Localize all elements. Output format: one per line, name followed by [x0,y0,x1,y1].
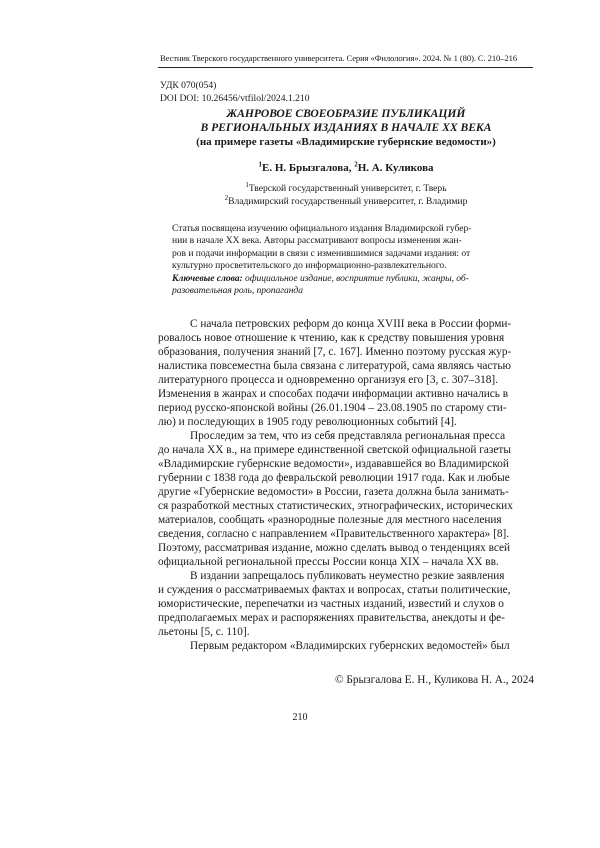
body-line: другие «Губернские ведомости» в России, газета должна была занимать- [158,486,509,498]
body-line: Изменения в жанрах и способах подачи информации активно начались в [158,388,509,400]
body-line: сведения, согласно с направлением «Правительственного характера» [8]. [158,528,510,540]
affiliation-2-text: Владимирский государственный университет, г. Владимир [228,196,468,207]
abstract-line: Статья посвящена изучению официального издания Владимирской губер- [172,223,472,234]
title-line-1: ЖАНРОВОЕ СВОЕОБРАЗИЕ ПУБЛИКАЦИЙ [226,107,466,120]
udk-code: УДК 070(054) [160,80,217,91]
body-line: юмористические, перепечатки из частных изданий, известий и слухов о [158,598,504,610]
author-1: Е. Н. Брызгалова, [261,162,355,174]
keywords-label: Ключевые слова: [172,272,243,284]
body-line: и суждения о рассматриваемых фактах и вопросах, статьи политические, [158,584,511,596]
body-line: период русско-японской войны (26.01.1904 – 23.08.1905 по старому сти- [158,402,507,414]
running-head: Вестник Тверского государственного университета. Серия «Филология». 2024. № 1 (80). С. 210–216 [160,53,518,63]
body-line: ровалось новое отношение к чтению, как к средству повышения уровня [158,332,505,344]
body-line: Проследим за тем, что из себя представляла региональная пресса [190,430,506,442]
affiliation-2 [158,193,534,207]
body-line: Поэтому, рассматривая издание, можно сделать вывод о тенденциях всей [158,542,511,554]
authors [158,162,534,174]
subtitle: (на примере газеты «Владимирские губернские ведомости») [196,136,496,148]
keywords-line: разовательная роль, пропаганда [172,284,303,296]
body-line: налистика повсеместна была связана с литературой, сама являясь частью [158,360,511,372]
body-line: литературного процесса и одновременно организуя его [3, с. 307–318]. [158,374,498,386]
keywords-text: официальное издание, восприятие публики, жанры, об- [242,272,469,284]
affiliation-2-mark: 2 [224,193,229,202]
doi: DOI DOI: 10.26456/vtfilol/2024.1.210 [160,93,310,104]
body-line: официальной региональной прессы России конца XIX – начала XX вв. [158,556,499,568]
author-2: Н. А. Куликова [357,162,434,174]
affiliation-1 [158,180,534,194]
author-2-mark: 2 [354,160,358,169]
body-line: образования, получения знаний [7, с. 167]. Именно поэтому русская жур- [158,346,512,358]
header-rule [158,67,533,68]
body-line: С начала петровских реформ до конца XVIII века в России форми- [190,318,512,330]
body-line: лю) и последующих в 1905 году революционных событий [4]. [158,416,457,428]
body-line: материалов, сообщать «разнородные полезные для местного населения [158,514,502,526]
abstract-line: ров и подачи информации в связи с изменившимися задачами издания: от [172,247,471,259]
body-line: ся разработкой местных статистических, этнографических, исторических [158,500,513,512]
body-line: губернии с 1838 года до февральской революции 1917 года. Как и любые [158,472,510,484]
body-line: льетоны [5, с. 110]. [158,626,250,638]
affiliation-1-text: Тверской государственный университет, г. Тверь [248,183,447,194]
body-line: «Владимирские губернские ведомости», издававшейся во Владимирской [158,458,509,470]
body-line: Первым редактором «Владимирских губернских ведомостей» был [190,640,510,652]
affiliation-1-mark: 1 [245,180,249,189]
abstract-line: нии в начале XX века. Авторы рассматривают вопросы изменения жан- [172,235,462,247]
body-line: до начала XX в., на примере единственной светской официальной газеты [158,444,511,456]
body-line: предполагаемых мерах и распоряжениях правительства, анекдоты и фе- [158,612,505,624]
body-line: В издании запрещалось публиковать неуместно резкие заявления [190,570,505,582]
keywords-line [172,273,534,285]
author-1-mark: 1 [258,160,262,169]
page-number: 210 [292,712,308,723]
copyright: © Брызгалова Е. Н., Куликова Н. А., 2024 [335,674,534,686]
title-line-2: В РЕГИОНАЛЬНЫХ ИЗДАНИЯХ В НАЧАЛЕ XX ВЕКА [200,121,492,134]
body-text [158,317,534,653]
abstract-line: культурно просветительского до информационно-развлекательного. [172,260,447,272]
abstract [172,223,534,297]
